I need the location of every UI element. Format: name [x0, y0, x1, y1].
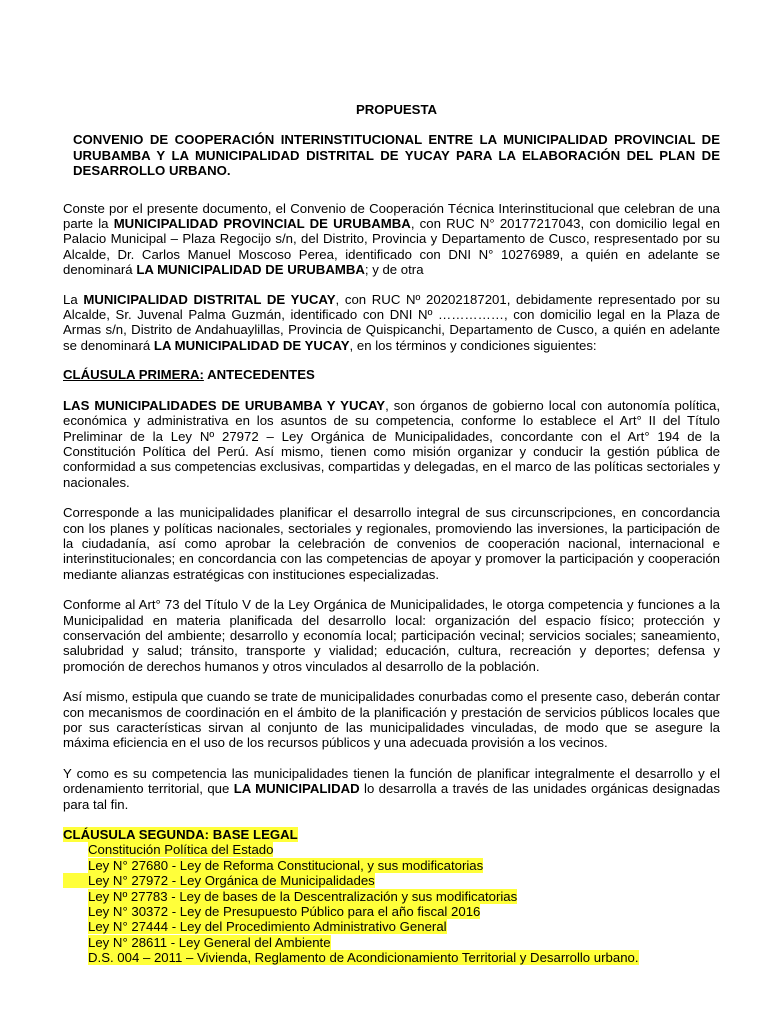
list-item: Ley N° 27680 - Ley de Reforma Constitucional, y sus modificatorias — [88, 857, 484, 873]
antecedentes-paragraph-4: Así mismo, estipula que cuando se trate de municipalidades conurbadas como el presente caso, deberán contar con mecanismos de coordinación en el ámbito de la planificación y prestación de servicios públicos locales que por sus características sirvan al conjunto de las municipalidades vinculadas, de modo que se asegure la máxima eficiencia en el uso de los recursos públicos y una adecuada provisión a los vecinos. — [63, 689, 720, 751]
antecedentes-paragraph-2: Corresponde a las municipalidades planificar el desarrollo integral de sus circunscripciones, en concordancia con los planes y políticas nacionales, sectoriales y regionales, promoviendo las inversiones, la participación de la ciudadanía, así como aprobar la celebración de convenios de cooperación nacional, internacional e interinstitucionales; en concordancia con las competencias de apoyar y promover la participación y cooperación mediante alianzas estratégicas con instituciones especializadas. — [63, 505, 720, 582]
list-item: Ley N° 27444 - Ley del Procedimiento Administrativo General — [88, 919, 447, 935]
antecedentes-paragraph-5: Y como es su competencia las municipalidades tienen la función de planificar integralmente el desarrollo y el ordenamiento territorial, que LA MUNICIPALIDAD lo desarrolla a través de las unidades orgánicas designadas para tal fin. — [63, 765, 720, 812]
party2-paragraph: La MUNICIPALIDAD DISTRITAL DE YUCAY, con RUC Nº 20202187201, debidamente representado por su Alcalde, Sr. Juvenal Palma Guzmán, identificado con DNI Nº ……………, con domicilio legal en la Plaza de Armas s/n, Distrito de Andahuaylillas, Provincia de Quispicanchi, Departamento de Cusco, a quién en adelante se denominará LA MUNICIPALIDAD DE YUCAY, en los términos y condiciones siguientes: — [63, 291, 720, 353]
antecedentes-paragraph-1: LAS MUNICIPALIDADES DE URUBAMBA Y YUCAY, son órganos de gobierno local con autonomía política, económica y administrativa en los asuntos de su competencia, conforme lo establece el Art° II del Título Preliminar de la Ley Nº 27972 – Ley Orgánica de Municipalidades, concordante con el Art° 194 de la Constitución Política del Perú. Así mismo, tienen como misión organizar y conducir la gestión pública de conformidad a sus competencias exclusivas, compartidas y delegadas, en el marco de las políticas sectoriales y nacionales. — [63, 397, 721, 490]
clause-segunda-heading: CLÁUSULA SEGUNDA: BASE LEGAL — [63, 827, 298, 843]
list-item: Ley Nº 27783 - Ley de bases de la Descentralización y sus modificatorias — [88, 888, 518, 904]
urubamba-name: MUNICIPALIDAD PROVINCIAL DE URUBAMBA — [113, 216, 411, 232]
agreement-heading: CONVENIO DE COOPERACIÓN INTERINSTITUCIONAL ENTRE LA MUNICIPALIDAD PROVINCIAL DE URUBAMBA Y LA MUNICIPALIDAD DISTRITAL DE YUCAY PARA LA ELABORACIÓN DEL PLAN DE DESARROLLO URBANO. — [73, 132, 720, 179]
antecedentes-paragraph-3: Conforme al Art° 73 del Título V de la Ley Orgánica de Municipalidades, le otorga competencia y funciones a la Municipalidad en materia planificada del desarrollo local: organización del espacio físico; protección y conservación del ambiente; desarrollo y economía local; participación vecinal; servicios sociales; saneamiento, salubridad y salud; tránsito, transporte y vialidad; educación, cultura, recreación y deportes; defensa y promoción de derechos humanos y otros vinculados al desarrollo de la población. — [63, 597, 720, 674]
list-item: Ley N° 28611 - Ley General del Ambiente — [88, 934, 331, 950]
list-item: Ley N° 30372 - Ley de Presupuesto Público para el año fiscal 2016 — [88, 904, 481, 920]
urubamba-alias: LA MUNICIPALIDAD DE URUBAMBA — [136, 262, 365, 278]
list-item: D.S. 004 – 2011 – Vivienda, Reglamento de Acondicionamiento Territorial y Desarrollo urbano. — [88, 950, 639, 966]
intro-paragraph: Conste por el presente documento, el Convenio de Cooperación Técnica Interinstitucional que celebran de una parte la MUNICIPALIDAD PROVINCIAL DE URUBAMBA, con RUC N° 20177217043, con domicilio legal en Palacio Municipal – Plaza Regocijo s/n, del Distrito, Provincia y Departamento de Cusco, respresentado por su Alcalde, Dr. Carlos Manuel Moscoso Perea, identificado con DNI N° 10276989, a quién en adelante se denominará LA MUNICIPALIDAD DE URUBAMBA; y de otra — [63, 200, 720, 278]
yucay-alias: LA MUNICIPALIDAD DE YUCAY — [153, 337, 350, 353]
document-title: PROPUESTA — [355, 102, 438, 117]
list-item: Ley N° 27972 - Ley Orgánica de Municipalidades — [63, 873, 720, 888]
list-item: Constitución Política del Estado — [88, 842, 274, 858]
clause-primera-heading: CLÁUSULA PRIMERA: ANTECEDENTES — [63, 367, 315, 383]
yucay-name: MUNICIPALIDAD DISTRITAL DE YUCAY — [83, 291, 336, 307]
legal-base-list — [63, 842, 720, 965]
